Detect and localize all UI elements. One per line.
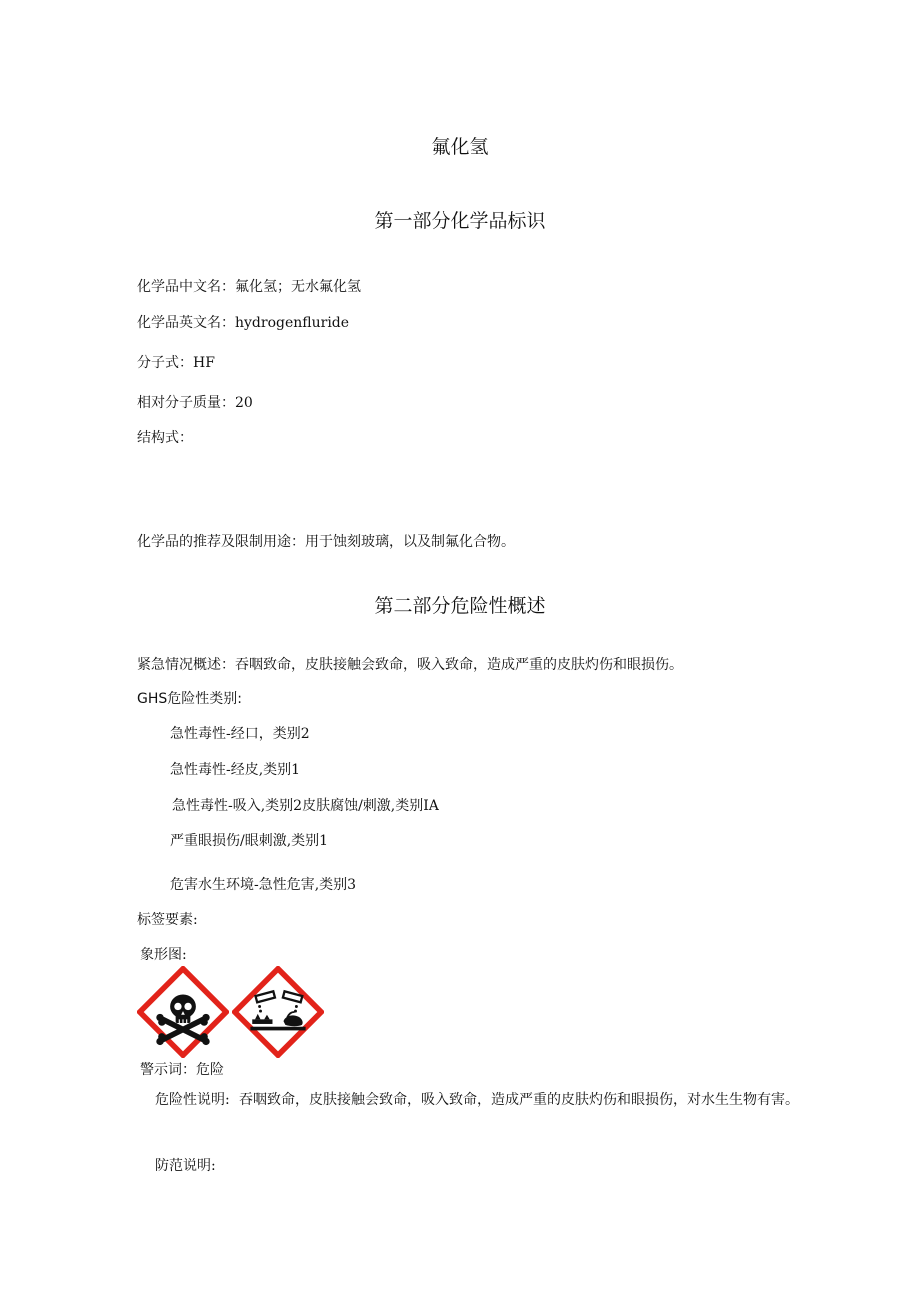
recommended-usage: 化学品的推荐及限制用途：用于蚀刻玻璃，以及制氟化合物。 [137, 534, 515, 550]
label-elements: 标签要素: [137, 912, 198, 928]
hazard-statement-text: 吞咽致命，皮肤接触会致命，吸入致命，造成严重的皮肤灼伤和眼损伤，对水生生物有害。 [239, 1092, 799, 1108]
section-1-heading: 第一部分化学品标识 [374, 210, 546, 232]
signal-word: 警示词：危险 [140, 1062, 224, 1078]
hazard-statement-label: 危险性说明: [155, 1092, 230, 1108]
ghs-category-item: 急性毒性-经口，类别2 [170, 726, 310, 742]
ghs-category-label: GHS危险性类别: [137, 691, 242, 707]
skull-crossbones-icon [137, 966, 229, 1058]
precautionary-statement-label: 防范说明: [155, 1158, 216, 1174]
section-2-heading: 第二部分危险性概述 [374, 595, 546, 617]
emergency-overview: 紧急情况概述：吞咽致命，皮肤接触会致命，吸入致命，造成严重的皮肤灼伤和眼损伤。 [137, 657, 683, 673]
molecular-formula: 分子式：HF [137, 355, 215, 371]
document-title: 氟化氢 [431, 136, 489, 158]
ghs-category-item: 危害水生环境-急性危害,类别3 [170, 877, 357, 893]
corrosion-icon [232, 966, 324, 1058]
structural-formula: 结构式： [137, 430, 193, 446]
ghs-pictograms [137, 966, 327, 1058]
pictogram-label: 象形图: [140, 947, 187, 963]
molecular-weight: 相对分子质量：20 [137, 395, 253, 411]
chinese-name: 化学品中文名：氟化氢；无水氟化氢 [137, 279, 361, 295]
ghs-category-item: 急性毒性-吸入,类别2皮肤腐蚀/刺激,类别IA [172, 798, 439, 814]
english-name: 化学品英文名：hydrogenfluride [137, 315, 350, 331]
ghs-category-item: 急性毒性-经皮,类别1 [170, 762, 301, 778]
ghs-category-item: 严重眼损伤/眼刺激,类别1 [170, 833, 329, 849]
